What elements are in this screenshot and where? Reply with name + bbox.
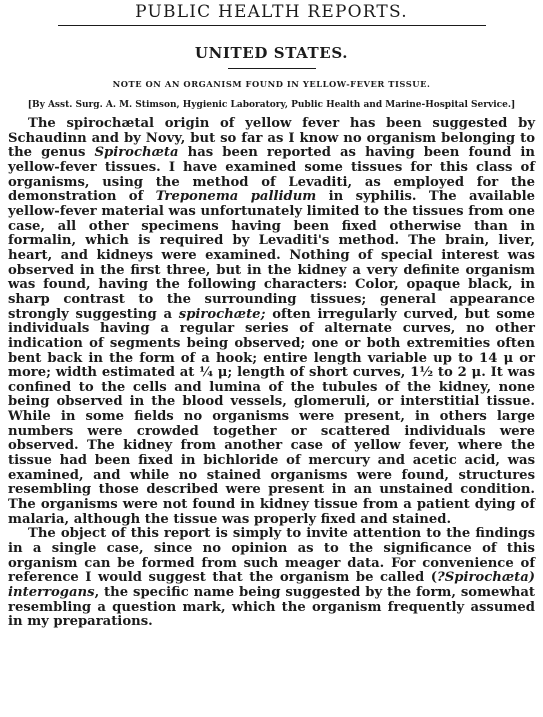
article-body (8, 117, 535, 630)
text-run: The spirochætal origin of yellow fever has been suggested by Schaudinn and by Novy, but so far as I know no organism belonging to the genus (8, 116, 535, 161)
italic-term: Spirochæta (94, 145, 179, 161)
section-rule (228, 68, 316, 69)
text-run: , the specific name being suggested by the form, somewhat resembling a question mark, which the organism frequently assumed in my preparations. (8, 585, 535, 630)
running-head: PUBLIC HEALTH REPORTS. (135, 2, 408, 22)
italic-term: ?Spirochæta) interrogans (8, 570, 535, 600)
text-run: has been reported as having been found in yellow-fever tissues. I have examined some tissues for this class of organisms, using the method of Levaditi, as employed for the demonstration of (8, 145, 535, 205)
header-rule (58, 25, 486, 26)
italic-term: Treponema pallidum (155, 189, 317, 205)
article-title: NOTE ON AN ORGANISM FOUND IN YELLOW-FEVER TISSUE. (112, 79, 431, 89)
text-run: often irregularly curved, but some individuals having a regular series of alternate curves, no other indication of segments being observed; one or both extremities often bent back in the form of a hook; entire length variable up to 14 μ or more; width estimated at ¼ μ; length of short curves, 1½ to 2 μ. It was confined to the cells and lumina of the tubules of the kidney, none being observed in the blood vessels, glomeruli, or interstitial tissue. While in some fields no organisms were present, in others large numbers were crowded together or scattered individuals were observed. The kidney from another case of yellow fever, where the tissue had been fixed in bichloride of mercury and acetic acid, was examined, and while no stained organisms were found, structures resembling those described were present in an unstained condition. The organisms were not found in kidney tissue from a patient dying of malaria, although the tissue was properly fixed and stained. (8, 306, 535, 527)
paragraph (8, 527, 535, 630)
text-run: in syphilis. The available yellow-fever material was unfortunately limited to the tissues from one case, all other specimens having been fixed otherwise than in formalin, which is required by Levaditi's method. The brain, liver, heart, and kidneys were examined. Nothing of special interest was observed in the first three, but in the kidney a very definite organism was found, having the following characters: Color, opaque black, in sharp contrast to the surrounding tissues; general appearance strongly suggesting a (8, 189, 535, 322)
section-heading: UNITED STATES. (194, 44, 349, 62)
paragraph (8, 117, 535, 527)
author-byline: [By Asst. Surg. A. M. Stimson, Hygienic Laboratory, Public Health and Marine-Hospital Service.] (27, 100, 516, 110)
text-run: The object of this report is simply to invite attention to the findings in a single case, since no opinion as to the significance of this organism can be formed from such meager data. For convenience of reference I would suggest that the organism be called ( (8, 526, 535, 586)
italic-term: spirochæte; (178, 306, 266, 322)
